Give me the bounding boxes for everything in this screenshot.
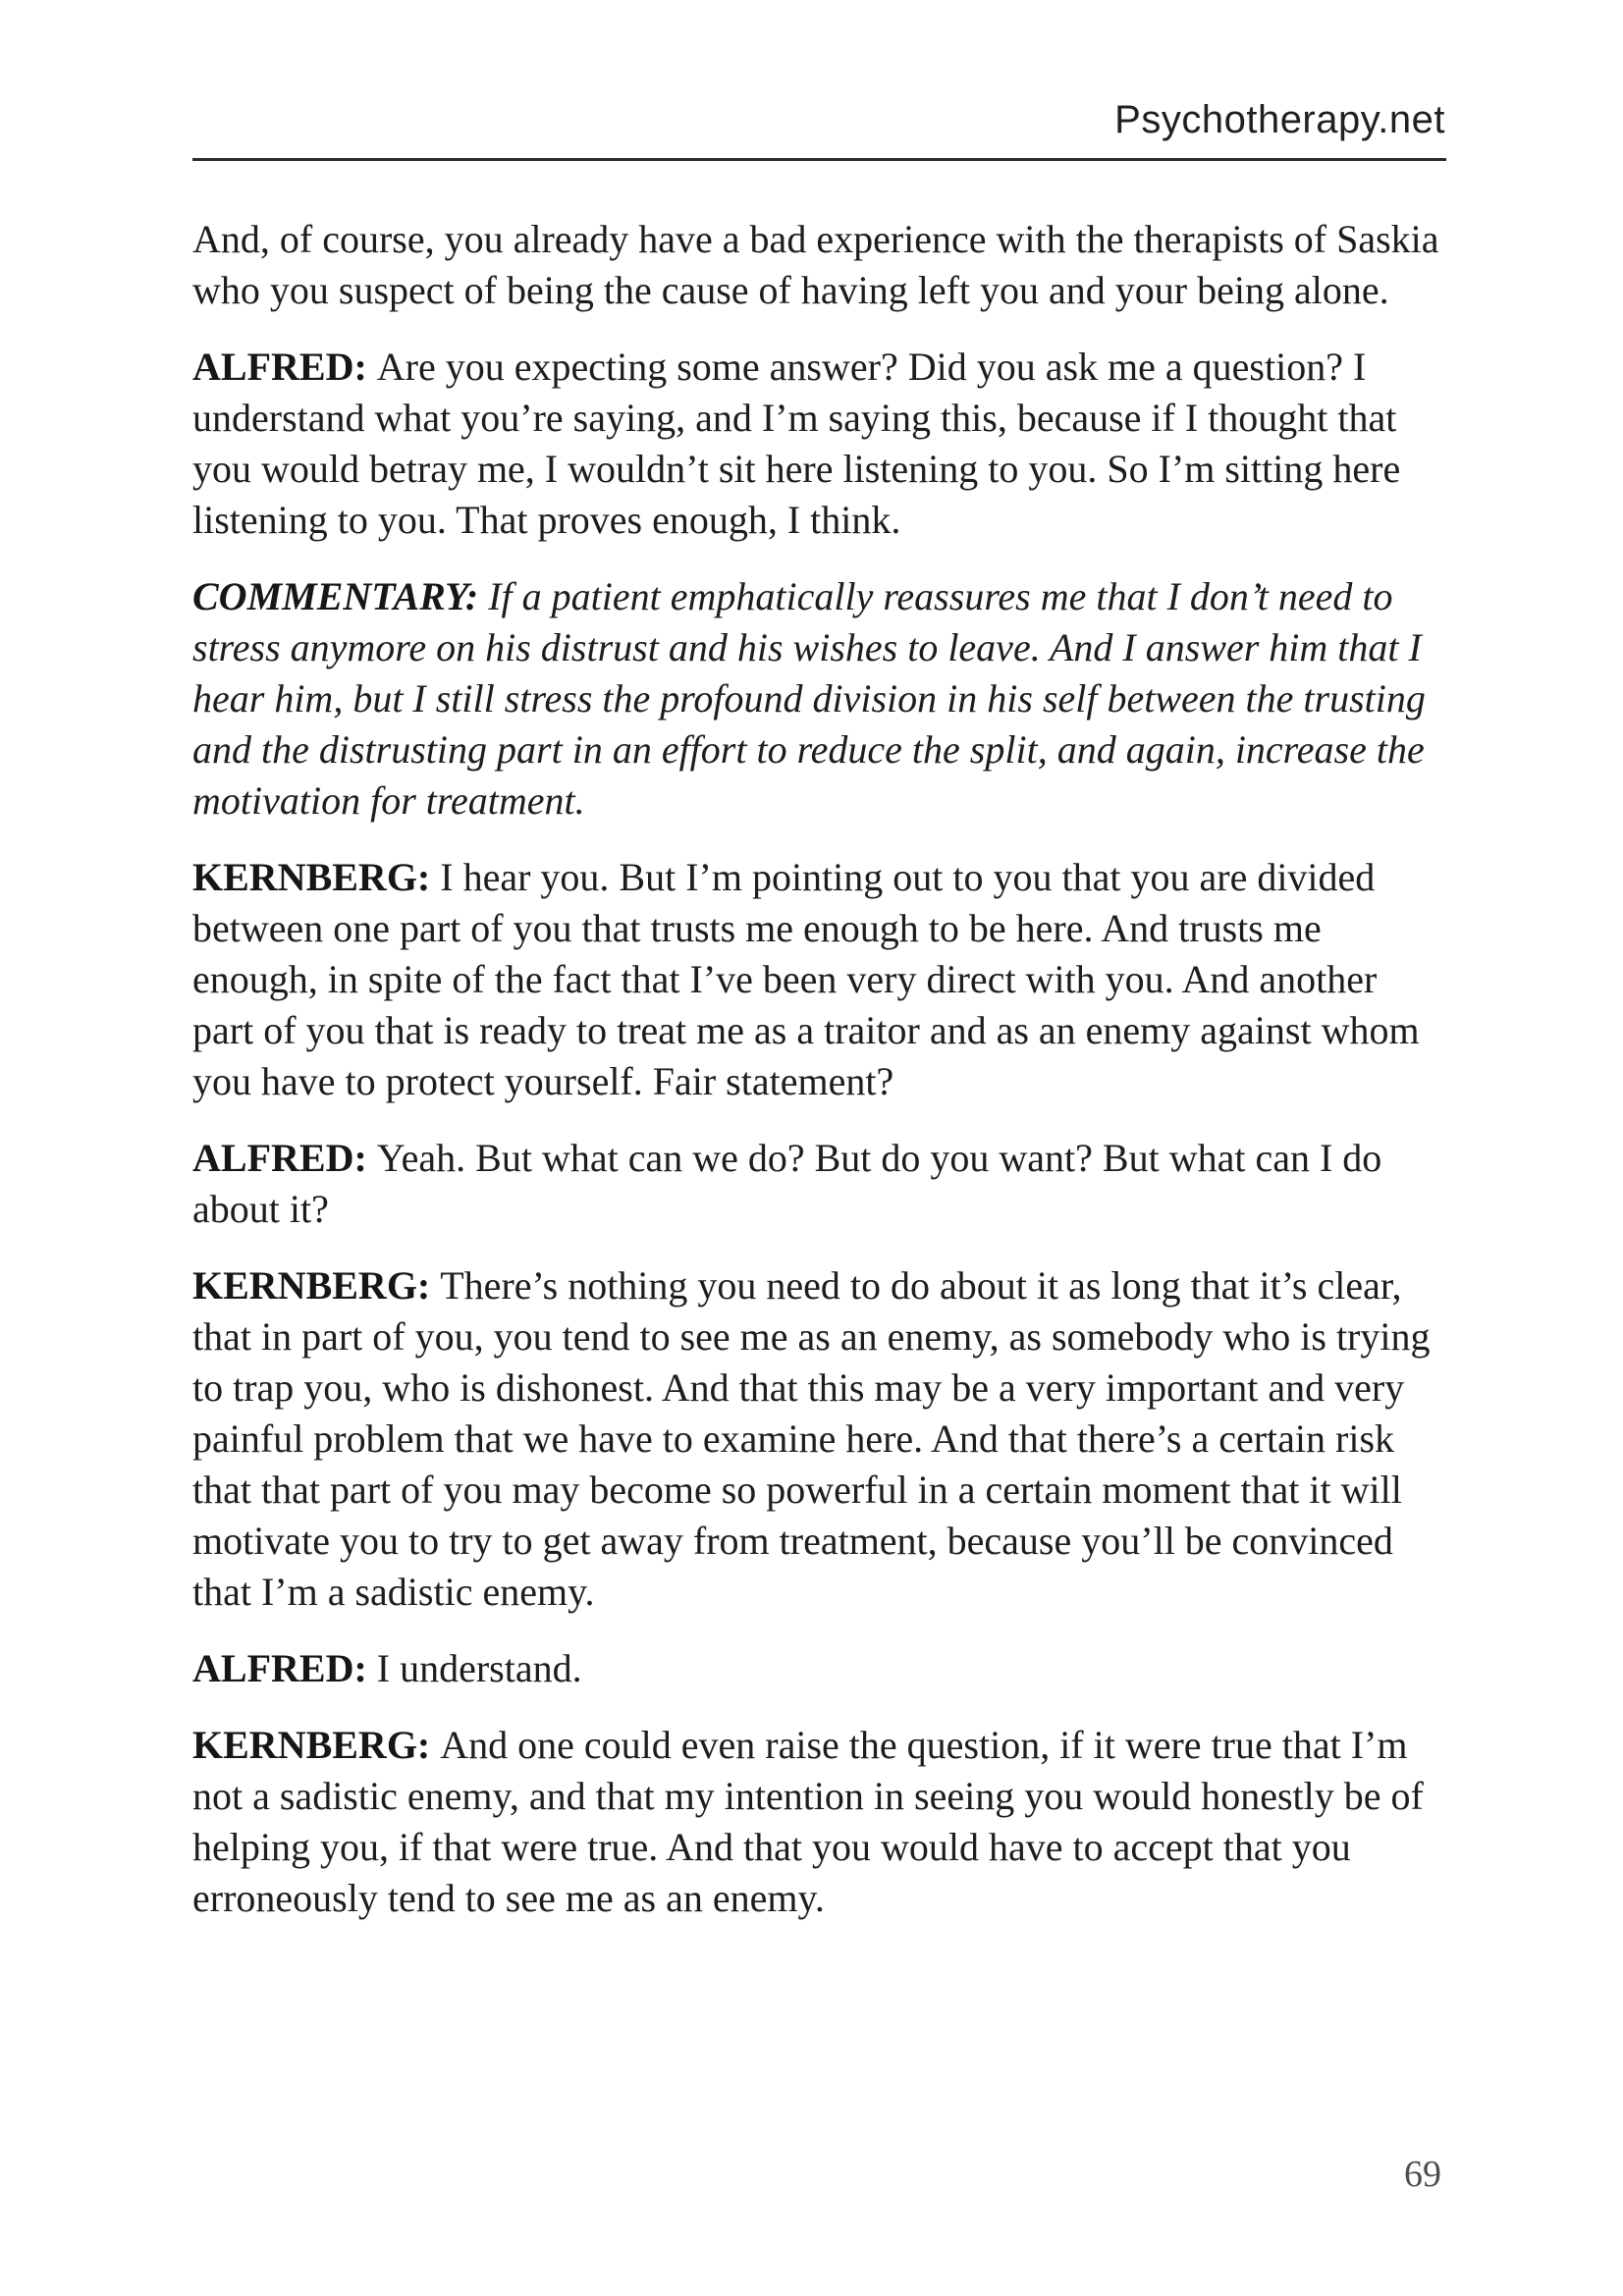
site-header-text: Psychotherapy.net [1114, 98, 1445, 141]
speaker-label: ALFRED: [192, 345, 377, 389]
speaker-label: COMMENTARY: [192, 574, 489, 618]
speaker-label: ALFRED: [192, 1646, 377, 1690]
speech-text: And one could even raise the question, if it were true that I’m not a sadistic enemy, and that my intention in seeing you would honestly be of helping you, if that were true. And that you would have to accept that you erroneously tend to see me as an enemy. [192, 1723, 1424, 1920]
transcript-paragraph [192, 214, 1446, 316]
page-number: 69 [1404, 2154, 1441, 2195]
speech-text: If a patient emphatically reassures me that I don’t need to stress anymore on his distrust and his wishes to leave. And I answer him that I hear him, but I still stress the profound division in his self between the trusting and the distrusting part in an effort to reduce the split, and again, increase the motivation for treatment. [192, 574, 1426, 823]
speaker-label: KERNBERG: [192, 1263, 441, 1308]
speaker-label: ALFRED: [192, 1136, 377, 1180]
speech-text: I understand. [376, 1646, 582, 1690]
transcript-paragraph [192, 342, 1446, 546]
speaker-label: KERNBERG: [192, 855, 441, 899]
transcript-paragraph [192, 1133, 1446, 1235]
speech-text: I hear you. But I’m pointing out to you that you are divided between one part of you that trusts me enough to be here. And trusts me enough, in spite of the fact that I’ve been very direct with you. And another part of you that is ready to treat me as a traitor and as an enemy against whom you have to protect yourself. Fair statement? [192, 855, 1420, 1103]
header-rule-divider [192, 158, 1446, 161]
speech-text: There’s nothing you need to do about it as long that it’s clear, that in part of you, you tend to see me as an enemy, as somebody who is trying to trap you, who is dishonest. And that this may be a very important and very painful problem that we have to examine here. And that there’s a certain risk that that part of you may become so powerful in a certain moment that it will motivate you to try to get away from treatment, because you’ll be convinced that I’m a sadistic enemy. [192, 1263, 1431, 1614]
transcript-paragraph [192, 571, 1446, 827]
speech-text: And, of course, you already have a bad experience with the therapists of Saskia who you suspect of being the cause of having left you and your being alone. [192, 217, 1439, 312]
speech-text: Are you expecting some answer? Did you ask me a question? I understand what you’re saying, and I’m saying this, because if I thought that you would betray me, I wouldn’t sit here listening to you. So I’m sitting here listening to you. That proves enough, I think. [192, 345, 1401, 542]
transcript-paragraph [192, 1720, 1446, 1924]
speech-text: Yeah. But what can we do? But do you want? But what can I do about it? [192, 1136, 1382, 1231]
transcript-body [192, 214, 1446, 1949]
transcript-paragraph [192, 1643, 1446, 1694]
speaker-label: KERNBERG: [192, 1723, 441, 1767]
transcript-paragraph [192, 1260, 1446, 1618]
transcript-paragraph [192, 852, 1446, 1107]
